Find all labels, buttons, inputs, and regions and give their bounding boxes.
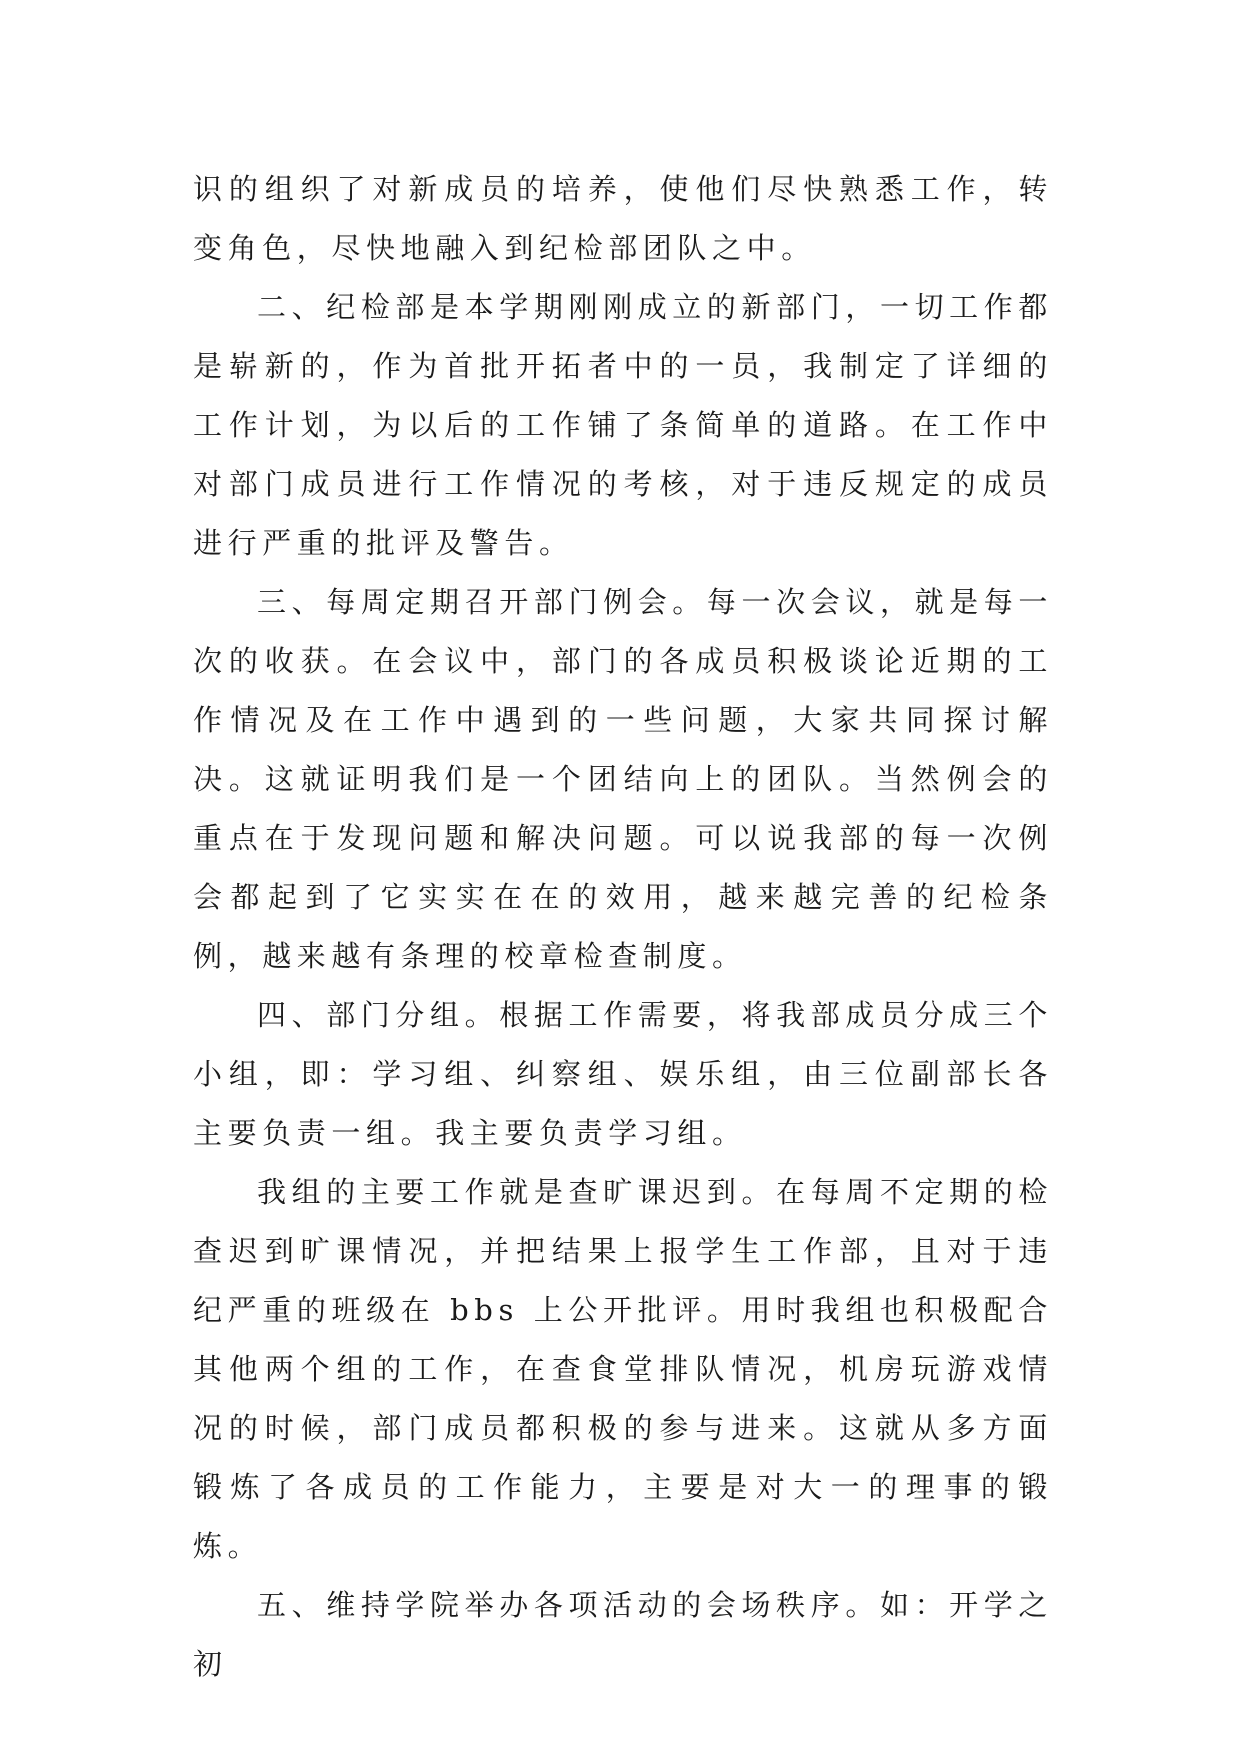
document-body [193,160,1053,1694]
paragraph-item-three: 三、每周定期召开部门例会。每一次会议，就是每一次的收获。在会议中，部门的各成员积极谈论近期的工作情况及在工作中遇到的一些问题，大家共同探讨解决。这就证明我们是一个团结向上的团队。当然例会的重点在于发现问题和解决问题。可以说我部的每一次例会都起到了它实实在在的效用，越来越完善的纪检条例，越来越有条理的校章检查制度。 [193,585,1053,973]
paragraph-item-four: 四、部门分组。根据工作需要，将我部成员分成三个小组，即：学习组、纠察组、娱乐组，由三位副部长各主要负责一组。我主要负责学习组。 [193,998,1053,1150]
paragraph-continuation: 识的组织了对新成员的培养，使他们尽快熟悉工作，转变角色，尽快地融入到纪检部团队之中。 [193,172,1053,265]
paragraph-item-two: 二、纪检部是本学期刚刚成立的新部门，一切工作都是崭新的，作为首批开拓者中的一员，我制定了详细的工作计划，为以后的工作铺了条简单的道路。在工作中对部门成员进行工作情况的考核，对于违反规定的成员进行严重的批评及警告。 [193,290,1053,560]
paragraph-study-group: 我组的主要工作就是查旷课迟到。在每周不定期的检查迟到旷课情况，并把结果上报学生工作部，且对于违纪严重的班级在 bbs 上公开批评。用时我组也积极配合其他两个组的工作，在查食堂排队情况，机房玩游戏情况的时候，部门成员都积极的参与进来。这就从多方面锻炼了各成员的工作能力，主要是对大一的理事的锻炼。 [193,1175,1053,1563]
paragraph-item-five: 五、维持学院举办各项活动的会场秩序。如：开学之初 [193,1588,1053,1681]
